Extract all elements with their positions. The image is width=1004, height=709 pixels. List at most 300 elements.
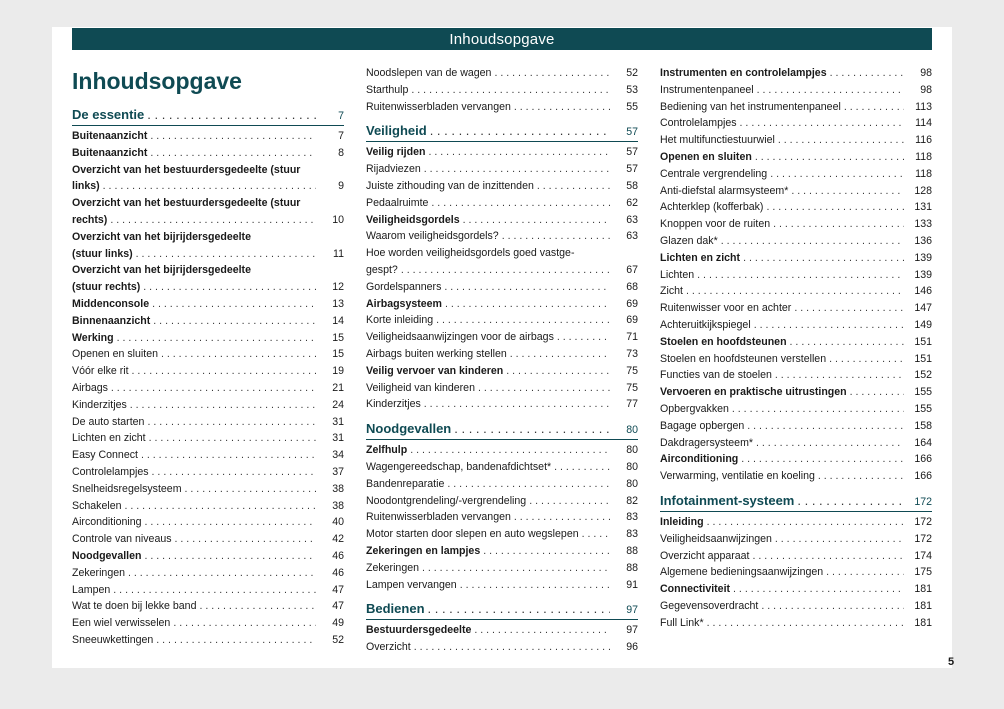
dot-leader: [410, 442, 610, 459]
toc-entry[interactable]: [366, 560, 638, 577]
toc-entry-label: Lichten en zicht: [660, 251, 741, 264]
toc-page-number: 9: [338, 180, 344, 193]
toc-entry-label: Lichten en zicht: [72, 432, 146, 445]
toc-entry[interactable]: [660, 468, 932, 485]
toc-entry[interactable]: [72, 346, 344, 363]
toc-entry-label: Controle van niveaus: [72, 533, 172, 546]
dot-leader: [445, 296, 610, 313]
toc-entry-label: Zekeringen: [366, 561, 419, 574]
toc-entry[interactable]: [366, 329, 638, 346]
toc-page-number: 58: [626, 179, 638, 192]
toc-entry-label: Sneeuwkettingen: [72, 633, 154, 646]
toc-entry[interactable]: [72, 363, 344, 380]
toc-entry-label: Achterklep (kofferbak): [660, 201, 764, 214]
toc-entry[interactable]: [72, 498, 344, 515]
dot-leader: [754, 317, 904, 334]
dot-leader: [152, 296, 316, 313]
toc-entry-label: Zicht: [660, 285, 683, 298]
dot-leader: [113, 582, 316, 599]
toc-entry-label: Airbags: [72, 381, 108, 394]
toc-entry[interactable]: [366, 144, 638, 161]
toc-entry-label: Instrumentenpaneel: [660, 83, 754, 96]
toc-entry[interactable]: [366, 178, 638, 195]
toc-page-number: 113: [915, 100, 932, 113]
toc-entry[interactable]: [660, 166, 932, 183]
toc-page-number: 118: [915, 150, 932, 163]
toc-entry[interactable]: [72, 380, 344, 397]
toc-entry-label: Bestuurdersgedeelte: [366, 624, 472, 637]
toc-entry[interactable]: [72, 598, 344, 615]
dot-leader: [401, 262, 610, 279]
toc-entry-label: Instrumenten en controlelampjes: [660, 67, 827, 79]
toc-entry-label: Veilig rijden: [366, 146, 426, 159]
toc-page-number: 116: [915, 134, 932, 147]
toc-page-number: 10: [332, 213, 344, 226]
toc-column-1: [72, 106, 344, 649]
toc-page-number: 31: [332, 432, 344, 445]
toc-page-number: 139: [914, 268, 932, 281]
dot-leader: [111, 380, 316, 397]
dot-leader: [773, 216, 904, 233]
toc-entry-label: De auto starten: [72, 415, 145, 428]
toc-page-number: 21: [332, 381, 344, 394]
toc-entry[interactable]: [366, 82, 638, 99]
dot-leader: [143, 279, 316, 296]
dot-leader: [757, 82, 904, 99]
toc-entry-label: Vóór elke rit: [72, 365, 129, 378]
toc-entry[interactable]: [660, 418, 932, 435]
dot-leader: [431, 195, 610, 212]
toc-entry[interactable]: [72, 414, 344, 431]
dot-leader: [686, 283, 904, 300]
toc-entry[interactable]: [660, 514, 932, 531]
toc-entry[interactable]: [660, 283, 932, 300]
toc-entry-label: Achteruitkijkspiegel: [660, 318, 751, 331]
toc-entry[interactable]: [72, 464, 344, 481]
dot-leader: [478, 380, 610, 397]
toc-entry[interactable]: [366, 195, 638, 212]
toc-page-number: 149: [914, 318, 932, 331]
dot-leader: [830, 65, 904, 82]
toc-entry-label: Noodontgrendeling/-vergrendeling: [366, 494, 527, 507]
toc-entry[interactable]: [72, 397, 344, 414]
dot-leader: [430, 122, 610, 140]
dot-leader: [150, 128, 316, 145]
toc-entry-label: Connectiviteit: [660, 583, 731, 596]
toc-entry[interactable]: [660, 384, 932, 401]
toc-entry[interactable]: [366, 228, 638, 245]
toc-entry[interactable]: [366, 380, 638, 397]
toc-page-number: 38: [332, 499, 344, 512]
toc-page-number: 172: [914, 532, 932, 545]
toc-entry-label-line1: Overzicht van het bijrijdersgedeelte: [72, 264, 251, 277]
toc-entry[interactable]: [366, 279, 638, 296]
dot-leader: [756, 435, 904, 452]
toc-entry[interactable]: [366, 442, 638, 459]
toc-entry[interactable]: [72, 582, 344, 599]
dot-leader: [844, 99, 904, 116]
toc-page-number: 7: [338, 110, 344, 122]
dot-leader: [130, 397, 316, 414]
toc-entry[interactable]: [72, 565, 344, 582]
dot-leader: [826, 564, 904, 581]
toc-entry[interactable]: [366, 312, 638, 329]
toc-column-2: [366, 65, 638, 656]
toc-entry-label: Veiligheidsaanwijzingen: [660, 532, 772, 545]
toc-entry[interactable]: [72, 330, 344, 347]
toc-entry[interactable]: [660, 451, 932, 468]
dot-leader: [794, 300, 904, 317]
toc-entry[interactable]: [660, 82, 932, 99]
toc-entry-label: Werking: [72, 331, 114, 344]
toc-page-number: 147: [914, 302, 932, 315]
toc-page-number: 80: [626, 424, 638, 437]
toc-entry[interactable]: [72, 615, 344, 632]
dot-leader: [753, 548, 904, 565]
toc-entry[interactable]: [72, 447, 344, 464]
toc-entry-label: Wat te doen bij lekke band: [72, 600, 197, 613]
section-underline: [366, 141, 638, 142]
toc-entry[interactable]: [660, 581, 932, 598]
dot-leader: [132, 363, 316, 380]
dot-leader: [697, 267, 904, 284]
toc-entry[interactable]: [72, 514, 344, 531]
dot-leader: [557, 329, 610, 346]
dot-leader: [110, 212, 316, 229]
toc-entry-label: Overzicht apparaat: [660, 549, 750, 562]
toc-entry[interactable]: [660, 149, 932, 166]
toc-entry-label: Veiligheidsaanwijzingen voor de airbags: [366, 331, 554, 344]
toc-entry-label: Middenconsole: [72, 297, 150, 310]
dot-leader: [447, 476, 610, 493]
toc-entry-label: Ruitenwisserbladen vervangen: [366, 511, 511, 524]
dot-leader: [145, 514, 317, 531]
header-bar: Inhoudsopgave: [72, 28, 932, 50]
dot-leader: [124, 498, 316, 515]
toc-entry-label: Noodgevallen: [72, 549, 142, 562]
toc-entry-label: Overzicht: [366, 641, 411, 654]
toc-entry[interactable]: [72, 632, 344, 649]
toc-entry-label: Infotainment-systeem: [660, 492, 795, 508]
toc-entry[interactable]: [366, 577, 638, 594]
toc-page-number: 49: [332, 617, 344, 630]
toc-page-number: 57: [626, 146, 638, 159]
toc-page-number: 69: [626, 314, 638, 327]
dot-leader: [741, 451, 904, 468]
toc-entry-label: Controlelampjes: [660, 117, 737, 130]
toc-entry-label: Bagage opbergen: [660, 419, 745, 432]
toc-page-number: 151: [914, 352, 932, 365]
toc-entry[interactable]: [660, 300, 932, 317]
toc-page-number: 151: [914, 335, 932, 348]
toc-entry[interactable]: [660, 435, 932, 452]
toc-entry-label: Zelfhulp: [366, 444, 408, 457]
toc-section-heading[interactable]: [660, 492, 932, 511]
section-underline: [366, 439, 638, 440]
toc-entry[interactable]: [72, 229, 344, 263]
toc-entry[interactable]: [366, 493, 638, 510]
toc-entry[interactable]: [72, 128, 344, 145]
toc-entry[interactable]: [660, 115, 932, 132]
toc-entry-label: rechts): [72, 213, 108, 226]
toc-entry[interactable]: [72, 548, 344, 565]
toc-entry-label: Ruitenwisser voor en achter: [660, 302, 792, 315]
toc-page-number: 91: [626, 578, 638, 591]
toc-page-number: 37: [332, 465, 344, 478]
toc-column-3: [660, 65, 932, 632]
toc-entry-label: Het multifunctiestuurwiel: [660, 134, 775, 147]
toc-entry[interactable]: [660, 317, 932, 334]
toc-page-number: 15: [332, 331, 344, 344]
toc-page-number: 19: [332, 365, 344, 378]
toc-entry[interactable]: [366, 509, 638, 526]
toc-page-number: 80: [626, 460, 638, 473]
toc-page-number: 69: [626, 297, 638, 310]
toc-page-number: 131: [914, 201, 932, 214]
toc-entry[interactable]: [72, 430, 344, 447]
toc-entry-label: Schakelen: [72, 499, 122, 512]
toc-page-number: 52: [626, 67, 638, 79]
toc-page-number: 46: [332, 566, 344, 579]
toc-entry[interactable]: [72, 162, 344, 196]
dot-leader: [747, 418, 904, 435]
toc-page-number: 8: [338, 146, 344, 159]
dot-leader: [766, 199, 904, 216]
toc-page-number: 172: [914, 515, 932, 528]
toc-page-number: 63: [626, 213, 638, 226]
dot-leader: [775, 531, 904, 548]
toc-entry[interactable]: [660, 367, 932, 384]
dot-leader: [411, 82, 610, 99]
dot-leader: [818, 468, 904, 485]
toc-entry[interactable]: [660, 216, 932, 233]
toc-entry[interactable]: [366, 99, 638, 116]
dot-leader: [790, 334, 904, 351]
toc-entry[interactable]: [660, 598, 932, 615]
toc-entry[interactable]: [366, 476, 638, 493]
dot-leader: [414, 639, 610, 656]
toc-page-number: 181: [914, 616, 932, 629]
dot-leader: [778, 132, 904, 149]
toc-entry[interactable]: [72, 531, 344, 548]
toc-entry[interactable]: [660, 132, 932, 149]
dot-leader: [428, 144, 610, 161]
toc-page-number: 114: [915, 117, 932, 130]
dot-leader: [422, 560, 610, 577]
dot-leader: [707, 615, 904, 632]
dot-leader: [474, 622, 610, 639]
toc-entry[interactable]: [660, 401, 932, 418]
toc-page-number: 46: [332, 549, 344, 562]
toc-entry[interactable]: [660, 250, 932, 267]
toc-page-number: 88: [626, 561, 638, 574]
toc-entry[interactable]: [72, 145, 344, 162]
toc-page-number: 77: [626, 398, 638, 411]
toc-entry-label: Bandenreparatie: [366, 477, 445, 490]
toc-page-number: 57: [626, 126, 638, 139]
toc-page-number: 88: [626, 544, 638, 557]
toc-entry-label: Noodgevallen: [366, 421, 452, 437]
toc-page-number: 55: [626, 100, 638, 113]
toc-entry[interactable]: [366, 622, 638, 639]
toc-entry-label: Lampen vervangen: [366, 578, 457, 591]
toc-entry-label: Starthulp: [366, 83, 409, 96]
toc-entry-label-line1: Overzicht van het bestuurdersgedeelte (stuur: [72, 163, 301, 176]
toc-page-number: 133: [914, 218, 932, 231]
toc-section-heading[interactable]: [366, 122, 638, 141]
toc-page-number: 67: [626, 263, 638, 276]
toc-entry[interactable]: [72, 195, 344, 229]
toc-section-heading[interactable]: [366, 420, 638, 439]
toc-entry[interactable]: [366, 459, 638, 476]
toc-entry[interactable]: [72, 313, 344, 330]
toc-page-number: 73: [626, 347, 638, 360]
dot-leader: [428, 600, 610, 618]
toc-entry[interactable]: [660, 65, 932, 82]
toc-entry-label: Full Link*: [660, 616, 704, 629]
toc-entry[interactable]: [660, 183, 932, 200]
toc-entry-label: gespt?: [366, 263, 398, 276]
toc-entry[interactable]: [660, 99, 932, 116]
toc-entry-label: Verwarming, ventilatie en koeling: [660, 470, 815, 483]
dot-leader: [436, 312, 610, 329]
toc-entry[interactable]: [660, 334, 932, 351]
toc-page-number: 98: [920, 67, 932, 79]
dot-leader: [502, 228, 610, 245]
toc-entry[interactable]: [660, 351, 932, 368]
toc-page-number: 118: [915, 167, 932, 180]
toc-entry-label: Pedaalruimte: [366, 196, 429, 209]
toc-page-number: 82: [626, 494, 638, 507]
toc-entry[interactable]: [72, 262, 344, 296]
page-number: 5: [948, 656, 955, 668]
dot-leader: [152, 464, 316, 481]
toc-page-number: 181: [914, 583, 932, 596]
dot-leader: [147, 414, 316, 431]
toc-page-number: 80: [626, 477, 638, 490]
dot-leader: [506, 363, 610, 380]
toc-page-number: 83: [626, 528, 638, 541]
toc-page-number: 34: [332, 449, 344, 462]
dot-leader: [144, 548, 316, 565]
dot-leader: [721, 233, 904, 250]
toc-entry-label: Veiligheid van kinderen: [366, 381, 475, 394]
toc-entry-label: Motor starten door slepen en auto wegslepen: [366, 528, 579, 541]
toc-page-number: 62: [626, 196, 638, 209]
toc-entry[interactable]: [660, 233, 932, 250]
toc-page-number: 139: [914, 251, 932, 264]
toc-entry[interactable]: [660, 267, 932, 284]
toc-section-heading[interactable]: [72, 106, 344, 125]
toc-entry[interactable]: [660, 615, 932, 632]
toc-entry-label: Easy Connect: [72, 449, 138, 462]
toc-entry[interactable]: [660, 548, 932, 565]
toc-entry[interactable]: [366, 296, 638, 313]
toc-entry[interactable]: [72, 481, 344, 498]
toc-entry-label: Vervoeren en praktische uitrustingen: [660, 386, 847, 399]
dot-leader: [424, 396, 610, 413]
toc-page-number: 13: [332, 297, 344, 310]
toc-entry-label-line1: Overzicht van het bijrijdersgedeelte: [72, 230, 251, 243]
toc-entry[interactable]: [366, 212, 638, 229]
dot-leader: [117, 330, 316, 347]
dot-leader: [161, 346, 316, 363]
dot-leader: [761, 598, 904, 615]
toc-page-number: 152: [914, 369, 932, 382]
toc-entry[interactable]: [366, 245, 638, 279]
toc-section-heading[interactable]: [366, 600, 638, 619]
toc-entry-label: Algemene bedieningsaanwijzingen: [660, 566, 824, 579]
toc-entry[interactable]: [366, 65, 638, 82]
dot-leader: [514, 99, 610, 116]
toc-entry-label: Anti-diefstal alarmsysteem*: [660, 184, 789, 197]
toc-entry-label: Korte inleiding: [366, 314, 434, 327]
dot-leader: [537, 178, 610, 195]
toc-entry-label: Functies van de stoelen: [660, 369, 772, 382]
toc-entry[interactable]: [660, 199, 932, 216]
toc-page-number: 174: [914, 549, 932, 562]
dot-leader: [199, 598, 316, 615]
toc-entry-label: Veiligheidsgordels: [366, 213, 460, 226]
toc-entry-label: Ruitenwisserbladen vervangen: [366, 100, 511, 113]
dot-leader: [494, 65, 610, 82]
toc-entry-label: Openen en sluiten: [660, 150, 752, 163]
toc-page-number: 24: [332, 398, 344, 411]
toc-page-number: 42: [332, 533, 344, 546]
dot-leader: [514, 509, 610, 526]
toc-entry-label: Kinderzitjes: [72, 398, 127, 411]
toc-entry-label-line1: Hoe worden veiligheidsgordels goed vastge-: [366, 247, 575, 260]
dot-leader: [850, 384, 904, 401]
dot-leader: [460, 577, 610, 594]
toc-entry-label: Bediening van het instrumentenpaneel: [660, 100, 841, 113]
toc-entry[interactable]: [366, 346, 638, 363]
toc-page-number: 57: [626, 163, 638, 176]
dot-leader: [740, 115, 904, 132]
toc-page-number: 52: [332, 633, 344, 646]
toc-page-number: 7: [338, 130, 344, 142]
toc-entry-label: links): [72, 180, 100, 193]
toc-entry[interactable]: [366, 639, 638, 656]
toc-page-number: 83: [626, 511, 638, 524]
dot-leader: [153, 313, 316, 330]
toc-entry-label: Rijadviezen: [366, 163, 421, 176]
toc-page-number: 75: [626, 381, 638, 394]
toc-entry[interactable]: [660, 564, 932, 581]
page-title: Inhoudsopgave: [72, 68, 242, 94]
dot-leader: [743, 250, 904, 267]
dot-leader: [510, 346, 610, 363]
toc-entry-label: Dakdragersysteem*: [660, 436, 754, 449]
toc-entry[interactable]: [366, 161, 638, 178]
toc-entry-label: Opbergvakken: [660, 402, 729, 415]
toc-entry-label: Airconditioning: [72, 516, 142, 529]
toc-entry-label: De essentie: [72, 107, 145, 122]
toc-entry[interactable]: [72, 296, 344, 313]
toc-page-number: 96: [626, 641, 638, 654]
dot-leader: [554, 459, 610, 476]
toc-entry[interactable]: [660, 531, 932, 548]
toc-entry[interactable]: [366, 526, 638, 543]
dot-leader: [141, 447, 316, 464]
toc-entry[interactable]: [366, 363, 638, 380]
toc-entry[interactable]: [366, 396, 638, 413]
dot-leader: [149, 430, 316, 447]
toc-entry-label: Een wiel verwisselen: [72, 617, 171, 630]
dot-leader: [136, 246, 316, 263]
toc-entry[interactable]: [366, 543, 638, 560]
dot-leader: [483, 543, 610, 560]
